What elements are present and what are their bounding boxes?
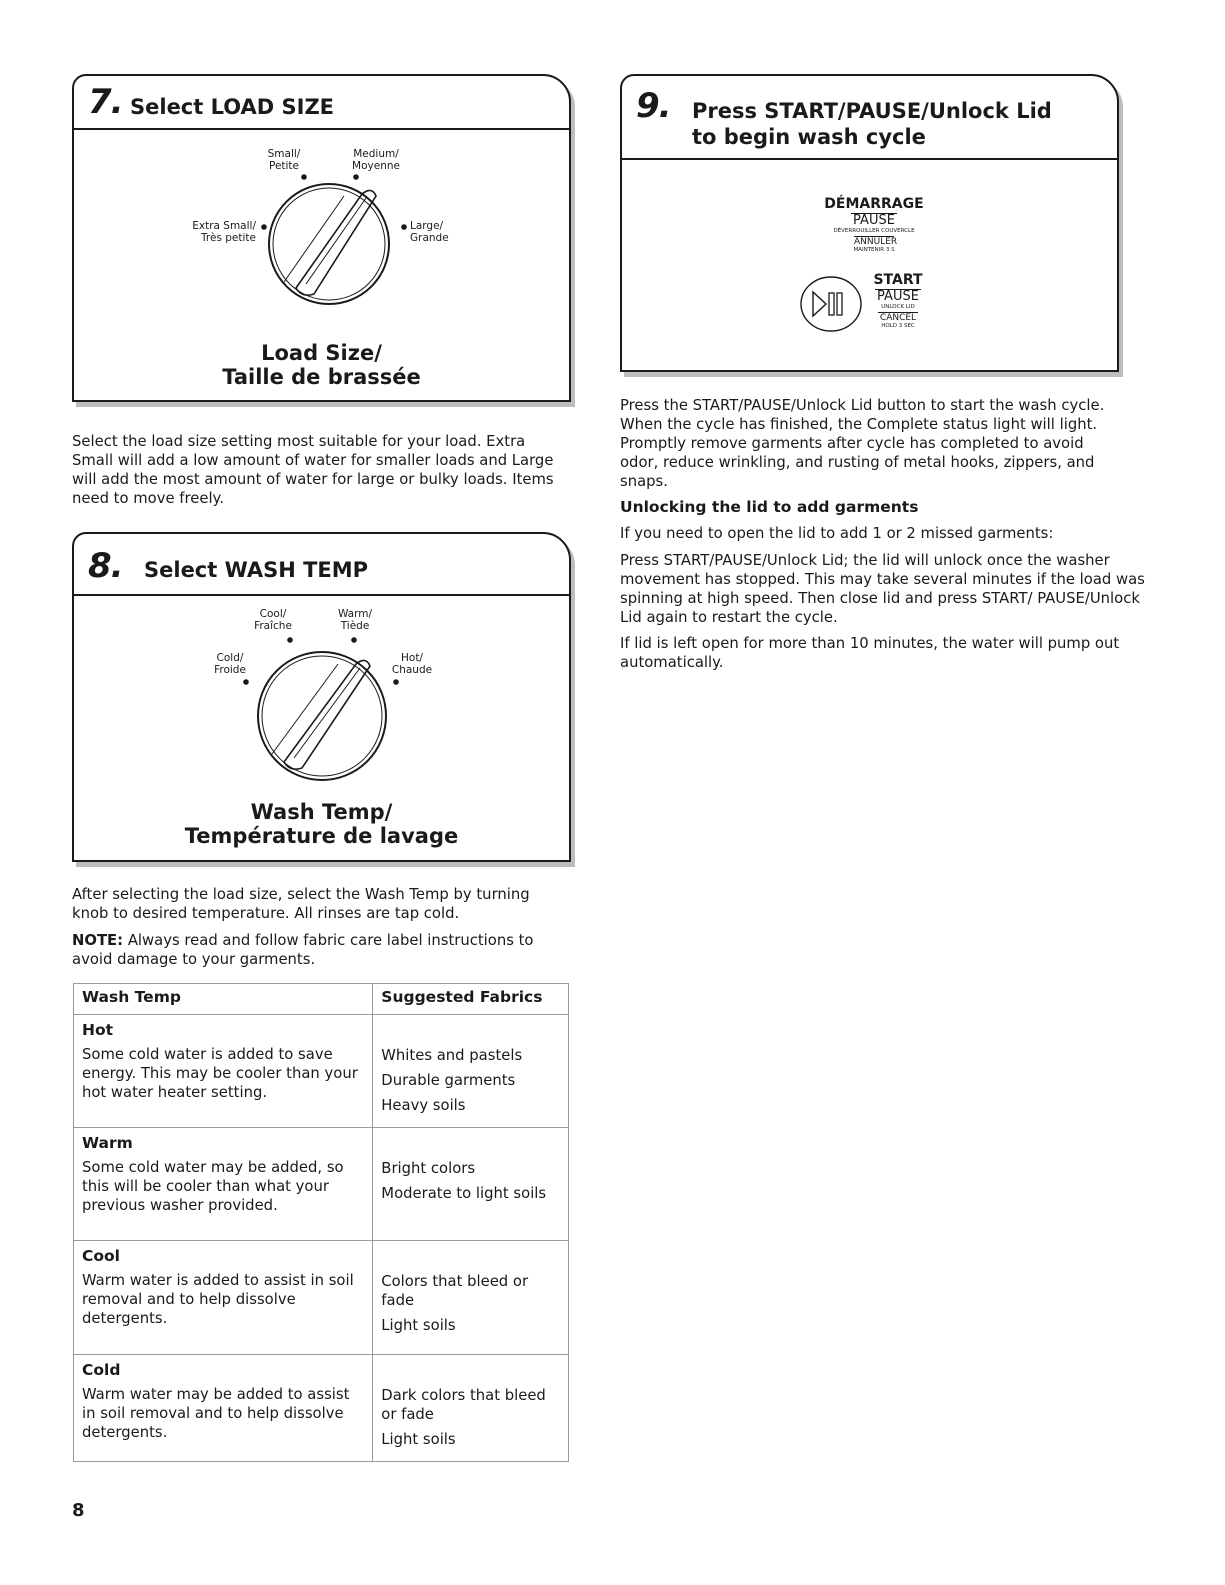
step-7-description: Select the load size setting most suitable for your load. Extra Small will add a low amount of water for smaller loads and Large will add the most amount of water for large or bulky loads. Items need to move freely. — [72, 433, 554, 507]
wash-temp-warm-label: Warm/ Tiède — [337, 608, 373, 632]
step-7-number: 7. — [88, 82, 123, 122]
fabric-item: Durable garments — [381, 1072, 516, 1089]
unlock-lid-paragraph-2: Press START/PAUSE/Unlock Lid; the lid will unlock once the washer movement has stopped. This may take several minutes if the load was spinning at high speed. Then close lid and press START/ PAUSE/Unlock Lid again to restart the cycle. — [620, 552, 1145, 626]
unlock-lid-paragraph-3: If lid is left open for more than 10 minutes, the water will pump out automatically. — [620, 635, 1120, 671]
en-hold-label: HOLD 3 SEC — [881, 323, 915, 329]
en-pause-label: PAUSE — [875, 289, 921, 304]
step-8-note — [72, 931, 562, 969]
load-size-large-label: Large/ Grande — [410, 220, 449, 244]
en-start-label: START — [873, 272, 923, 288]
table-row-desc: Some cold water may be added, so this will be cooler than what your previous washer provided. — [82, 1159, 344, 1214]
fabric-item: Moderate to light soils — [381, 1185, 547, 1202]
step-9-header — [622, 76, 1117, 160]
wash-temp-dial[interactable] — [234, 634, 414, 784]
note-label: NOTE: — [72, 932, 124, 949]
table-row-temp: Warm — [82, 1134, 133, 1152]
step-9-panel — [620, 74, 1119, 372]
fr-start-label: DÉMARRAGE — [824, 196, 924, 212]
table-header-wash-temp: Wash Temp — [74, 984, 373, 1015]
table-row — [74, 1015, 569, 1128]
step-8-number: 8. — [88, 546, 123, 586]
wash-temp-table — [73, 983, 569, 1462]
fr-unlock-label: DÉVERROUILLER COUVERCLE — [833, 228, 915, 234]
step-7-panel — [72, 74, 571, 402]
table-row — [74, 1128, 569, 1241]
step-9-description: Press the START/PAUSE/Unlock Lid button to start the wash cycle. When the cycle has finished, the Complete status light will light. Promptly remove garments after cycle has completed to avoid odor, reduce wrinkling, and rusting of metal hooks, zippers, and snaps. — [620, 397, 1105, 490]
page-number: 8 — [72, 1500, 85, 1521]
load-size-small-label: Small/ Petite — [267, 148, 301, 172]
step-7-header — [74, 76, 569, 130]
en-cancel-label: CANCEL — [879, 313, 917, 323]
fr-pause-label: PAUSE — [851, 213, 897, 228]
wash-temp-cold-label: Cold/ Froide — [214, 652, 246, 676]
wash-temp-dial-title-fr: Température de lavage — [184, 824, 459, 848]
step-7-title: Select LOAD SIZE — [130, 95, 335, 119]
table-row-temp: Cold — [82, 1361, 121, 1379]
step-9-title-line-1: Press START/PAUSE/Unlock Lid — [692, 99, 1052, 123]
step-8-header — [74, 534, 569, 596]
unlocking-lid-subheading: Unlocking the lid to add garments — [620, 498, 919, 516]
fabric-item: Light soils — [381, 1431, 456, 1448]
wash-temp-hot-label: Hot/ Chaude — [391, 652, 433, 676]
table-header-row — [74, 984, 569, 1015]
fabric-item: Dark colors that bleed or fade — [381, 1387, 546, 1423]
fabric-item: Bright colors — [381, 1160, 476, 1177]
fr-hold-label: MAINTENIR 3 S — [853, 247, 895, 253]
load-size-medium-label: Medium/ Moyenne — [352, 148, 400, 172]
wash-temp-dial-title-en: Wash Temp/ — [250, 800, 393, 824]
unlock-lid-paragraph-1: If you need to open the lid to add 1 or 2 missed garments: — [620, 525, 1054, 542]
table-header-suggested-fabrics: Suggested Fabrics — [373, 984, 569, 1015]
table-row-desc: Warm water is added to assist in soil removal and to help dissolve detergents. — [82, 1272, 354, 1327]
step-9-title-line-2: to begin wash cycle — [692, 125, 926, 149]
fabric-item: Light soils — [381, 1317, 456, 1334]
load-size-dial-title-fr: Taille de brassée — [222, 365, 421, 389]
en-unlock-label: UNLOCK LID — [881, 304, 915, 310]
table-row-temp: Hot — [82, 1021, 114, 1039]
table-row — [74, 1355, 569, 1462]
fabric-item: Colors that bleed or fade — [381, 1273, 529, 1309]
control-panel-english-labels — [868, 272, 928, 330]
note-text: Always read and follow fabric care label instructions to avoid damage to your garments. — [72, 932, 534, 968]
table-row — [74, 1241, 569, 1355]
table-row-desc: Some cold water is added to save energy. This may be cooler than your hot water heater setting. — [82, 1046, 358, 1101]
control-panel-french-labels — [792, 196, 956, 254]
load-size-extra-small-label: Extra Small/ Très petite — [192, 220, 256, 244]
load-size-dial[interactable] — [244, 172, 414, 312]
wash-temp-cool-label: Cool/ Fraîche — [254, 608, 292, 632]
table-row-temp: Cool — [82, 1247, 120, 1265]
fr-cancel-label: ANNULER — [854, 237, 898, 247]
step-9-number: 9. — [636, 86, 671, 126]
table-row-desc: Warm water may be added to assist in soil removal and to help dissolve detergents. — [82, 1386, 350, 1441]
fabric-item: Heavy soils — [381, 1097, 466, 1114]
start-pause-button[interactable] — [798, 274, 864, 334]
load-size-dial-title-en: Load Size/ — [261, 341, 382, 365]
step-8-panel — [72, 532, 571, 862]
step-8-title: Select WASH TEMP — [144, 558, 369, 582]
step-8-description: After selecting the load size, select the Wash Temp by turning knob to desired temperature. All rinses are tap cold. — [72, 886, 530, 922]
fabric-item: Whites and pastels — [381, 1047, 523, 1064]
